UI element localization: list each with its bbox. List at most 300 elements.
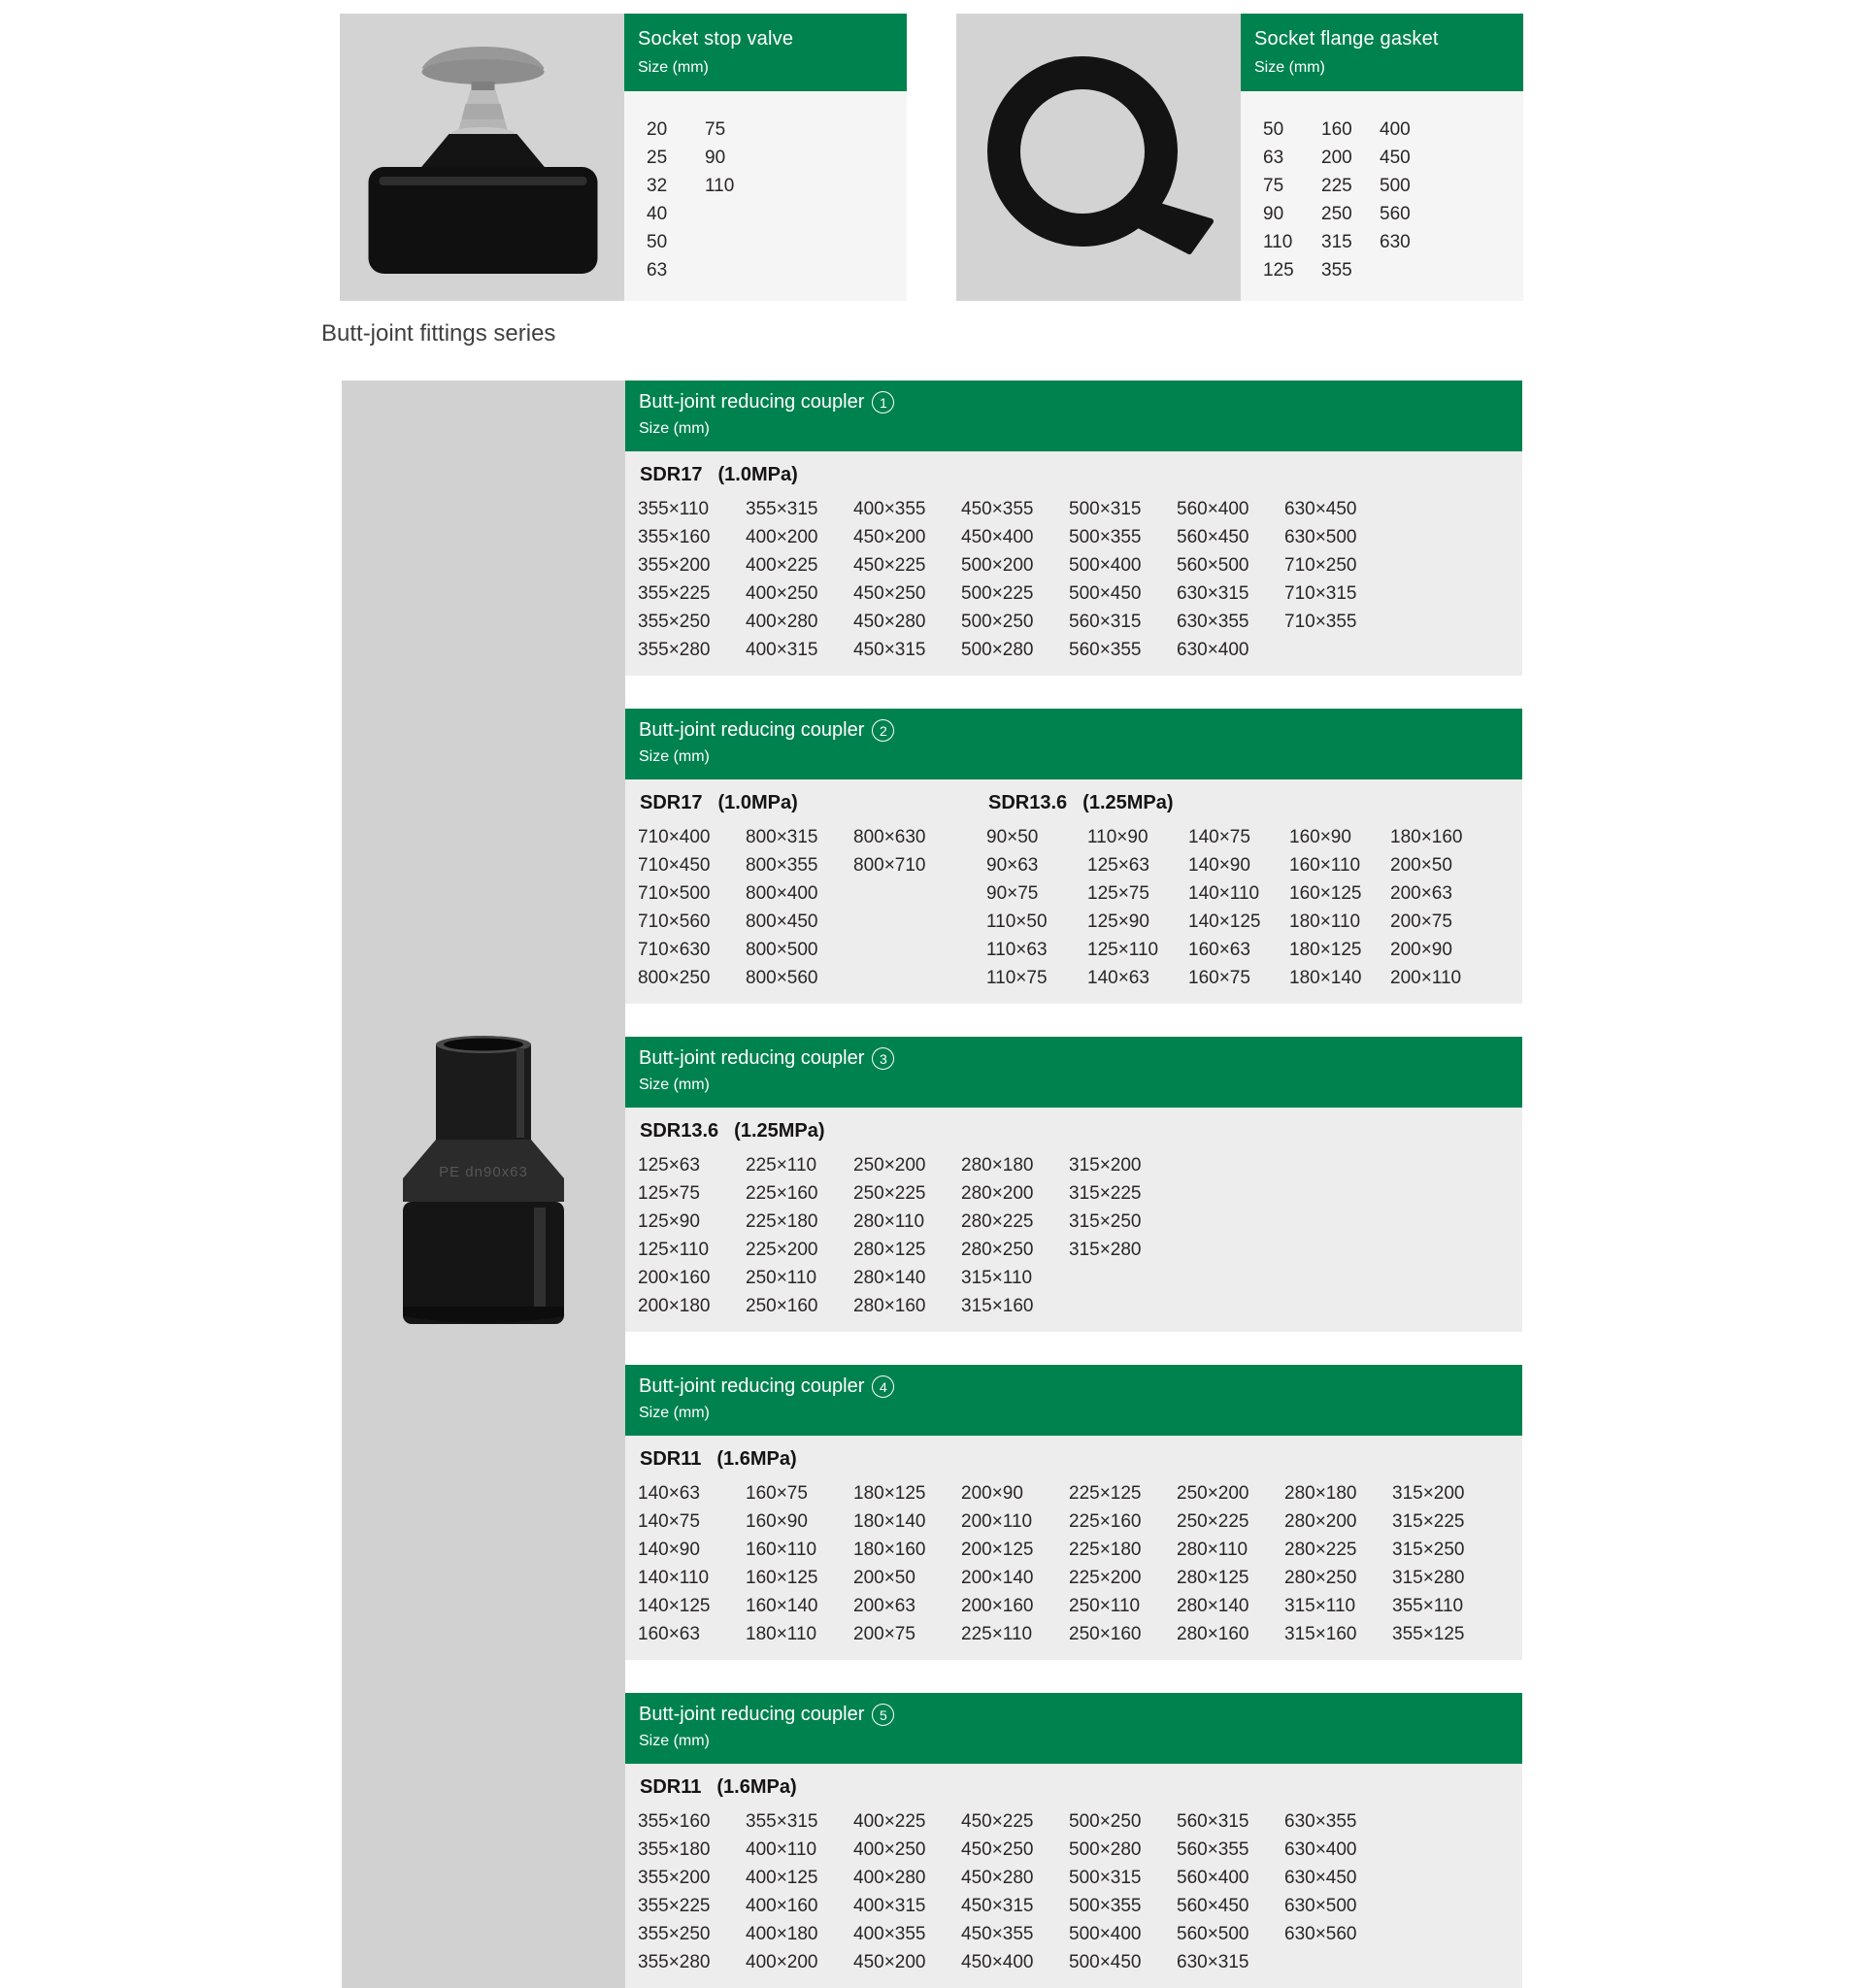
size-value: 800×250 bbox=[638, 968, 711, 988]
size-value: 160×90 bbox=[746, 1511, 808, 1532]
size-value: 110×75 bbox=[986, 968, 1048, 988]
size-value: 250×160 bbox=[746, 1296, 818, 1316]
size-value: 200×75 bbox=[1390, 911, 1452, 932]
table-header bbox=[625, 381, 1522, 451]
size-value: 500×280 bbox=[1069, 1839, 1142, 1860]
size-value: 160×75 bbox=[746, 1483, 808, 1504]
size-value: 140×110 bbox=[638, 1568, 710, 1588]
size-value: 450×280 bbox=[853, 612, 926, 632]
size-value: 110×63 bbox=[986, 940, 1048, 960]
size-value: 500×315 bbox=[1069, 1868, 1142, 1888]
size-value: 500×450 bbox=[1069, 583, 1142, 604]
size-value: 180×125 bbox=[853, 1483, 926, 1504]
size-value: 32 bbox=[647, 176, 668, 196]
sdr-rating: SDR11 bbox=[640, 1448, 702, 1470]
size-value: 500×400 bbox=[1069, 555, 1142, 576]
size-value: 355×125 bbox=[1392, 1624, 1465, 1644]
size-value: 800×500 bbox=[746, 940, 818, 960]
sdr-label bbox=[640, 1775, 1392, 1800]
size-column bbox=[853, 495, 961, 664]
size-value: 450×400 bbox=[961, 527, 1034, 547]
size-value: 140×110 bbox=[1188, 883, 1260, 904]
size-column bbox=[1087, 823, 1188, 992]
socket-flange-gasket-card bbox=[956, 14, 1523, 301]
size-value: 560×400 bbox=[1177, 499, 1249, 519]
size-value: 140×75 bbox=[1188, 827, 1250, 847]
size-column bbox=[746, 1807, 853, 1976]
size-value: 400×250 bbox=[746, 583, 818, 604]
size-value: 355×180 bbox=[638, 1839, 711, 1860]
size-value: 280×110 bbox=[853, 1211, 925, 1232]
size-value: 125×90 bbox=[1087, 911, 1149, 932]
size-column bbox=[853, 1807, 961, 1976]
pressure-rating: (1.6MPa) bbox=[716, 1448, 797, 1470]
size-value: 630×315 bbox=[1177, 583, 1249, 604]
sdr-rating: SDR17 bbox=[640, 464, 703, 485]
size-value: 200 bbox=[1321, 148, 1352, 168]
size-value: 200×63 bbox=[1390, 883, 1452, 904]
size-value: 400×280 bbox=[853, 1868, 926, 1888]
size-value: 400×180 bbox=[746, 1924, 818, 1944]
size-grid bbox=[638, 1807, 1392, 1976]
size-value: 315×200 bbox=[1392, 1483, 1465, 1504]
size-value: 200×160 bbox=[638, 1268, 711, 1288]
size-value: 315×225 bbox=[1392, 1511, 1465, 1532]
size-value: 280×225 bbox=[1284, 1540, 1357, 1560]
section-heading: Butt-joint fittings series bbox=[321, 320, 556, 347]
size-column bbox=[1289, 823, 1390, 992]
size-value: 400×160 bbox=[746, 1896, 818, 1916]
size-value: 125×110 bbox=[638, 1240, 710, 1260]
size-column bbox=[1321, 116, 1380, 284]
table-body bbox=[625, 1108, 1522, 1332]
table-title-text: Butt-joint reducing coupler bbox=[639, 1704, 865, 1725]
table-header bbox=[625, 1365, 1522, 1436]
size-value: 280×180 bbox=[1284, 1483, 1357, 1504]
size-value: 225×160 bbox=[1069, 1511, 1142, 1532]
size-value: 160×125 bbox=[1289, 883, 1362, 904]
size-value: 160×63 bbox=[1188, 940, 1250, 960]
table-body bbox=[625, 1436, 1522, 1660]
size-value: 180×110 bbox=[1289, 911, 1361, 932]
size-value: 800×450 bbox=[746, 911, 818, 932]
sdr-groups bbox=[638, 1115, 1522, 1320]
coupler-table bbox=[625, 1693, 1522, 1988]
size-value: 200×160 bbox=[961, 1596, 1034, 1616]
size-value: 280×180 bbox=[961, 1155, 1034, 1176]
size-value: 450×225 bbox=[961, 1811, 1034, 1832]
size-column bbox=[1177, 495, 1284, 664]
pressure-rating: (1.0MPa) bbox=[717, 792, 798, 813]
reducing-coupler-illustration bbox=[342, 1029, 625, 1340]
table-body bbox=[625, 451, 1522, 676]
size-column bbox=[1284, 495, 1392, 664]
size-column bbox=[746, 1479, 853, 1648]
size-value: 500×280 bbox=[961, 640, 1034, 660]
size-value: 355×225 bbox=[638, 583, 711, 604]
sdr-label bbox=[640, 1447, 1500, 1472]
size-column bbox=[1177, 1479, 1284, 1648]
size-value: 560×450 bbox=[1177, 527, 1249, 547]
size-value: 200×140 bbox=[961, 1568, 1034, 1588]
size-column bbox=[1390, 823, 1491, 992]
size-value: 315×110 bbox=[961, 1268, 1033, 1288]
size-value: 250×225 bbox=[853, 1183, 926, 1204]
size-column bbox=[746, 823, 853, 992]
butt-joint-reducing-coupler-photo bbox=[342, 381, 625, 1988]
sdr-label bbox=[988, 791, 1491, 815]
size-value: 200×90 bbox=[961, 1483, 1023, 1504]
size-value: 710×500 bbox=[638, 883, 711, 904]
sdr-label bbox=[640, 791, 961, 815]
size-value: 200×180 bbox=[638, 1296, 711, 1316]
size-value: 630×450 bbox=[1284, 1868, 1357, 1888]
size-value: 160×90 bbox=[1289, 827, 1351, 847]
size-unit-label: Size (mm) bbox=[639, 1405, 710, 1421]
coupler-table bbox=[625, 709, 1522, 1004]
circle-number-badge: 5 bbox=[872, 1704, 894, 1726]
circle-number-badge: 4 bbox=[872, 1375, 894, 1398]
size-value: 800×630 bbox=[853, 827, 926, 847]
size-value: 140×90 bbox=[638, 1540, 700, 1560]
size-value: 160×75 bbox=[1188, 968, 1250, 988]
pressure-rating: (1.25MPa) bbox=[1082, 792, 1174, 813]
size-value: 40 bbox=[647, 204, 668, 224]
socket-stop-valve-card bbox=[340, 14, 907, 301]
size-value: 225×110 bbox=[961, 1624, 1033, 1644]
size-value: 315×225 bbox=[1069, 1183, 1142, 1204]
size-value: 500×250 bbox=[961, 612, 1034, 632]
card-header bbox=[1241, 14, 1523, 91]
size-value: 180×140 bbox=[1289, 968, 1362, 988]
size-value: 630×560 bbox=[1284, 1924, 1357, 1944]
size-value: 280×125 bbox=[1177, 1568, 1249, 1588]
size-value: 450×250 bbox=[961, 1839, 1034, 1860]
size-value: 400×315 bbox=[746, 640, 818, 660]
size-grid bbox=[638, 1151, 1177, 1320]
size-value: 355×225 bbox=[638, 1896, 711, 1916]
size-value: 500×315 bbox=[1069, 499, 1142, 519]
size-value: 630×400 bbox=[1284, 1839, 1357, 1860]
table-title bbox=[639, 1704, 1513, 1726]
size-value: 200×110 bbox=[1390, 968, 1462, 988]
size-value: 400×200 bbox=[746, 527, 818, 547]
size-value: 280×110 bbox=[1177, 1540, 1248, 1560]
size-unit-label: Size (mm) bbox=[1254, 59, 1325, 76]
size-value: 125 bbox=[1263, 260, 1294, 281]
size-value: 450×250 bbox=[853, 583, 926, 604]
size-value: 630 bbox=[1380, 232, 1411, 252]
size-value: 140×75 bbox=[638, 1511, 700, 1532]
size-value: 280×160 bbox=[1177, 1624, 1249, 1644]
table-title bbox=[639, 1047, 1513, 1070]
flange-gasket-illustration bbox=[956, 14, 1242, 301]
sdr-group bbox=[638, 459, 1392, 664]
coupler-tables-column bbox=[625, 381, 1522, 1988]
size-value: 280×250 bbox=[961, 1240, 1034, 1260]
size-value: 400×280 bbox=[746, 612, 818, 632]
size-value: 800×710 bbox=[853, 855, 926, 876]
size-value: 180×110 bbox=[746, 1624, 817, 1644]
size-value: 500×450 bbox=[1069, 1952, 1142, 1972]
size-value: 140×63 bbox=[638, 1483, 700, 1504]
size-value: 500×225 bbox=[961, 583, 1034, 604]
socket-stop-valve-photo bbox=[340, 14, 624, 301]
size-value: 710×315 bbox=[1284, 583, 1357, 604]
size-value: 355×110 bbox=[638, 499, 710, 519]
size-column bbox=[1069, 1151, 1177, 1320]
socket-stop-valve-table bbox=[624, 14, 907, 301]
size-value: 400×225 bbox=[746, 555, 818, 576]
sdr-label bbox=[640, 463, 1392, 487]
sdr-group bbox=[986, 787, 1491, 992]
size-value: 200×50 bbox=[1390, 855, 1452, 876]
size-value: 450×400 bbox=[961, 1952, 1034, 1972]
coupler-table bbox=[625, 1365, 1522, 1660]
size-value: 315 bbox=[1321, 232, 1352, 252]
size-column bbox=[1392, 1479, 1500, 1648]
size-value: 225×200 bbox=[1069, 1568, 1142, 1588]
size-value: 560×355 bbox=[1069, 640, 1142, 660]
size-value: 400×110 bbox=[746, 1839, 817, 1860]
size-value: 250×110 bbox=[1069, 1596, 1141, 1616]
size-value: 315×280 bbox=[1069, 1240, 1142, 1260]
socket-flange-gasket-photo bbox=[956, 14, 1241, 301]
size-column bbox=[638, 1807, 746, 1976]
size-value: 315×160 bbox=[1284, 1624, 1357, 1644]
size-value: 630×355 bbox=[1284, 1811, 1357, 1832]
size-value: 160×140 bbox=[746, 1596, 818, 1616]
size-value: 315×160 bbox=[961, 1296, 1034, 1316]
size-list bbox=[1241, 91, 1523, 284]
size-value: 200×75 bbox=[853, 1624, 915, 1644]
size-value: 200×50 bbox=[853, 1568, 915, 1588]
size-unit-label: Size (mm) bbox=[639, 420, 710, 437]
size-value: 90×50 bbox=[986, 827, 1039, 847]
stop-valve-illustration bbox=[340, 14, 624, 301]
size-value: 355×315 bbox=[746, 1811, 818, 1832]
sdr-groups bbox=[638, 1443, 1522, 1648]
size-value: 125×75 bbox=[638, 1183, 700, 1204]
sdr-group bbox=[638, 1443, 1500, 1648]
size-value: 125×110 bbox=[1087, 940, 1159, 960]
size-value: 400×250 bbox=[853, 1839, 926, 1860]
size-value: 710×250 bbox=[1284, 555, 1357, 576]
size-value: 355×160 bbox=[638, 527, 711, 547]
size-value: 180×160 bbox=[853, 1540, 926, 1560]
size-value: 160×63 bbox=[638, 1624, 700, 1644]
size-value: 355×250 bbox=[638, 612, 711, 632]
size-value: 125×63 bbox=[1087, 855, 1149, 876]
size-value: 160×125 bbox=[746, 1568, 818, 1588]
size-value: 225×200 bbox=[746, 1240, 818, 1260]
card-header bbox=[624, 14, 907, 91]
size-value: 710×450 bbox=[638, 855, 711, 876]
size-value: 500×355 bbox=[1069, 527, 1142, 547]
sdr-rating: SDR11 bbox=[640, 1776, 702, 1798]
size-value: 560×450 bbox=[1177, 1896, 1249, 1916]
size-value: 400×355 bbox=[853, 1924, 926, 1944]
sdr-groups bbox=[638, 1772, 1522, 1976]
size-column bbox=[1069, 1807, 1177, 1976]
size-value: 200×90 bbox=[1390, 940, 1452, 960]
size-list bbox=[624, 91, 907, 284]
size-value: 315×110 bbox=[1284, 1596, 1356, 1616]
size-column bbox=[1069, 1479, 1177, 1648]
size-column bbox=[986, 823, 1087, 992]
size-value: 400 bbox=[1380, 119, 1411, 140]
size-unit-label: Size (mm) bbox=[639, 748, 710, 765]
size-column bbox=[1069, 495, 1177, 664]
size-value: 225×125 bbox=[1069, 1483, 1142, 1504]
size-value: 560×400 bbox=[1177, 1868, 1249, 1888]
size-value: 140×125 bbox=[638, 1596, 711, 1616]
size-value: 125×75 bbox=[1087, 883, 1149, 904]
size-value: 500×400 bbox=[1069, 1924, 1142, 1944]
size-value: 710×355 bbox=[1284, 612, 1357, 632]
size-value: 110 bbox=[1263, 232, 1293, 252]
coupler-table bbox=[625, 1037, 1522, 1332]
size-value: 630×500 bbox=[1284, 527, 1357, 547]
size-value: 225×180 bbox=[1069, 1540, 1142, 1560]
size-value: 75 bbox=[1263, 176, 1284, 196]
size-value: 180×125 bbox=[1289, 940, 1362, 960]
size-value: 500×200 bbox=[961, 555, 1034, 576]
size-value: 800×400 bbox=[746, 883, 818, 904]
size-value: 225 bbox=[1321, 176, 1352, 196]
circle-number-badge: 1 bbox=[872, 391, 894, 414]
size-value: 630×500 bbox=[1284, 1896, 1357, 1916]
size-value: 160 bbox=[1321, 119, 1352, 140]
size-value: 450×315 bbox=[961, 1896, 1034, 1916]
pressure-rating: (1.25MPa) bbox=[734, 1120, 825, 1142]
size-value: 450×225 bbox=[853, 555, 926, 576]
size-value: 400×315 bbox=[853, 1896, 926, 1916]
size-value: 355×110 bbox=[1392, 1596, 1464, 1616]
size-value: 280×250 bbox=[1284, 1568, 1357, 1588]
size-value: 250×200 bbox=[1177, 1483, 1249, 1504]
table-body bbox=[625, 1764, 1522, 1988]
sdr-groups bbox=[638, 787, 1522, 992]
size-column bbox=[647, 116, 705, 284]
sdr-group bbox=[638, 1115, 1177, 1320]
sdr-rating: SDR17 bbox=[640, 792, 703, 813]
size-value: 355×160 bbox=[638, 1811, 711, 1832]
size-value: 450×200 bbox=[853, 1952, 926, 1972]
pressure-rating: (1.6MPa) bbox=[716, 1776, 797, 1798]
size-value: 110 bbox=[705, 176, 735, 196]
size-value: 630×355 bbox=[1177, 612, 1249, 632]
table-title-text: Butt-joint reducing coupler bbox=[639, 1047, 865, 1069]
size-column bbox=[853, 823, 961, 992]
size-column bbox=[1263, 116, 1321, 284]
size-value: 63 bbox=[647, 260, 668, 281]
size-value: 355×280 bbox=[638, 1952, 711, 1972]
size-value: 50 bbox=[647, 232, 668, 252]
size-value: 710×630 bbox=[638, 940, 711, 960]
size-value: 630×315 bbox=[1177, 1952, 1249, 1972]
size-value: 110×90 bbox=[1087, 827, 1148, 847]
size-column bbox=[961, 495, 1069, 664]
size-value: 250×160 bbox=[1069, 1624, 1142, 1644]
size-value: 200×63 bbox=[853, 1596, 915, 1616]
size-value: 710×400 bbox=[638, 827, 711, 847]
table-title-text: Butt-joint reducing coupler bbox=[639, 1375, 865, 1397]
top-cards-row bbox=[340, 14, 1523, 301]
size-value: 280×200 bbox=[1284, 1511, 1357, 1532]
card-title: Socket flange gasket bbox=[1254, 28, 1439, 50]
sdr-label bbox=[640, 1119, 1177, 1143]
size-column bbox=[638, 495, 746, 664]
size-value: 450×355 bbox=[961, 1924, 1034, 1944]
size-unit-label: Size (mm) bbox=[639, 1733, 710, 1749]
table-body bbox=[625, 779, 1522, 1004]
sdr-groups bbox=[638, 459, 1522, 664]
size-value: 200×125 bbox=[961, 1540, 1034, 1560]
size-value: 50 bbox=[1263, 119, 1284, 140]
size-value: 280×140 bbox=[853, 1268, 926, 1288]
table-header bbox=[625, 1693, 1522, 1764]
size-value: 160×110 bbox=[1289, 855, 1361, 876]
size-value: 560×315 bbox=[1069, 612, 1142, 632]
size-value: 125×90 bbox=[638, 1211, 700, 1232]
size-value: 180×140 bbox=[853, 1511, 926, 1532]
size-value: 560×500 bbox=[1177, 1924, 1249, 1944]
size-value: 225×160 bbox=[746, 1183, 818, 1204]
sdr-group bbox=[638, 787, 961, 992]
size-value: 90×75 bbox=[986, 883, 1039, 904]
size-column bbox=[853, 1479, 961, 1648]
size-value: 315×200 bbox=[1069, 1155, 1142, 1176]
size-value: 400×355 bbox=[853, 499, 926, 519]
size-column bbox=[638, 823, 746, 992]
circle-number-badge: 2 bbox=[872, 719, 894, 742]
table-title bbox=[639, 391, 1513, 414]
sdr-rating: SDR13.6 bbox=[640, 1120, 719, 1142]
size-value: 280×125 bbox=[853, 1240, 926, 1260]
size-value: 450×200 bbox=[853, 527, 926, 547]
size-value: 710×560 bbox=[638, 911, 711, 932]
size-value: 75 bbox=[705, 119, 726, 140]
size-column bbox=[1177, 1807, 1284, 1976]
size-value: 800×560 bbox=[746, 968, 818, 988]
size-value: 250×200 bbox=[853, 1155, 926, 1176]
size-value: 450×315 bbox=[853, 640, 926, 660]
size-value: 400×125 bbox=[746, 1868, 818, 1888]
card-title: Socket stop valve bbox=[638, 28, 794, 50]
size-value: 280×160 bbox=[853, 1296, 926, 1316]
size-value: 110×50 bbox=[986, 911, 1048, 932]
size-value: 90 bbox=[705, 148, 726, 168]
size-value: 63 bbox=[1263, 148, 1284, 168]
size-grid bbox=[638, 1479, 1500, 1648]
size-value: 355×280 bbox=[638, 640, 711, 660]
socket-flange-gasket-table bbox=[1241, 14, 1523, 301]
size-value: 280×140 bbox=[1177, 1596, 1249, 1616]
size-value: 450×355 bbox=[961, 499, 1034, 519]
size-value: 140×125 bbox=[1188, 911, 1261, 932]
size-value: 90×63 bbox=[986, 855, 1039, 876]
size-value: 90 bbox=[1263, 204, 1284, 224]
size-value: 400×225 bbox=[853, 1811, 926, 1832]
size-value: 560×315 bbox=[1177, 1811, 1249, 1832]
pressure-rating: (1.0MPa) bbox=[717, 464, 798, 485]
circle-number-badge: 3 bbox=[872, 1047, 894, 1070]
size-value: 225×110 bbox=[746, 1155, 817, 1176]
size-value: 280×200 bbox=[961, 1183, 1034, 1204]
size-value: 315×250 bbox=[1069, 1211, 1142, 1232]
size-value: 160×110 bbox=[746, 1540, 817, 1560]
